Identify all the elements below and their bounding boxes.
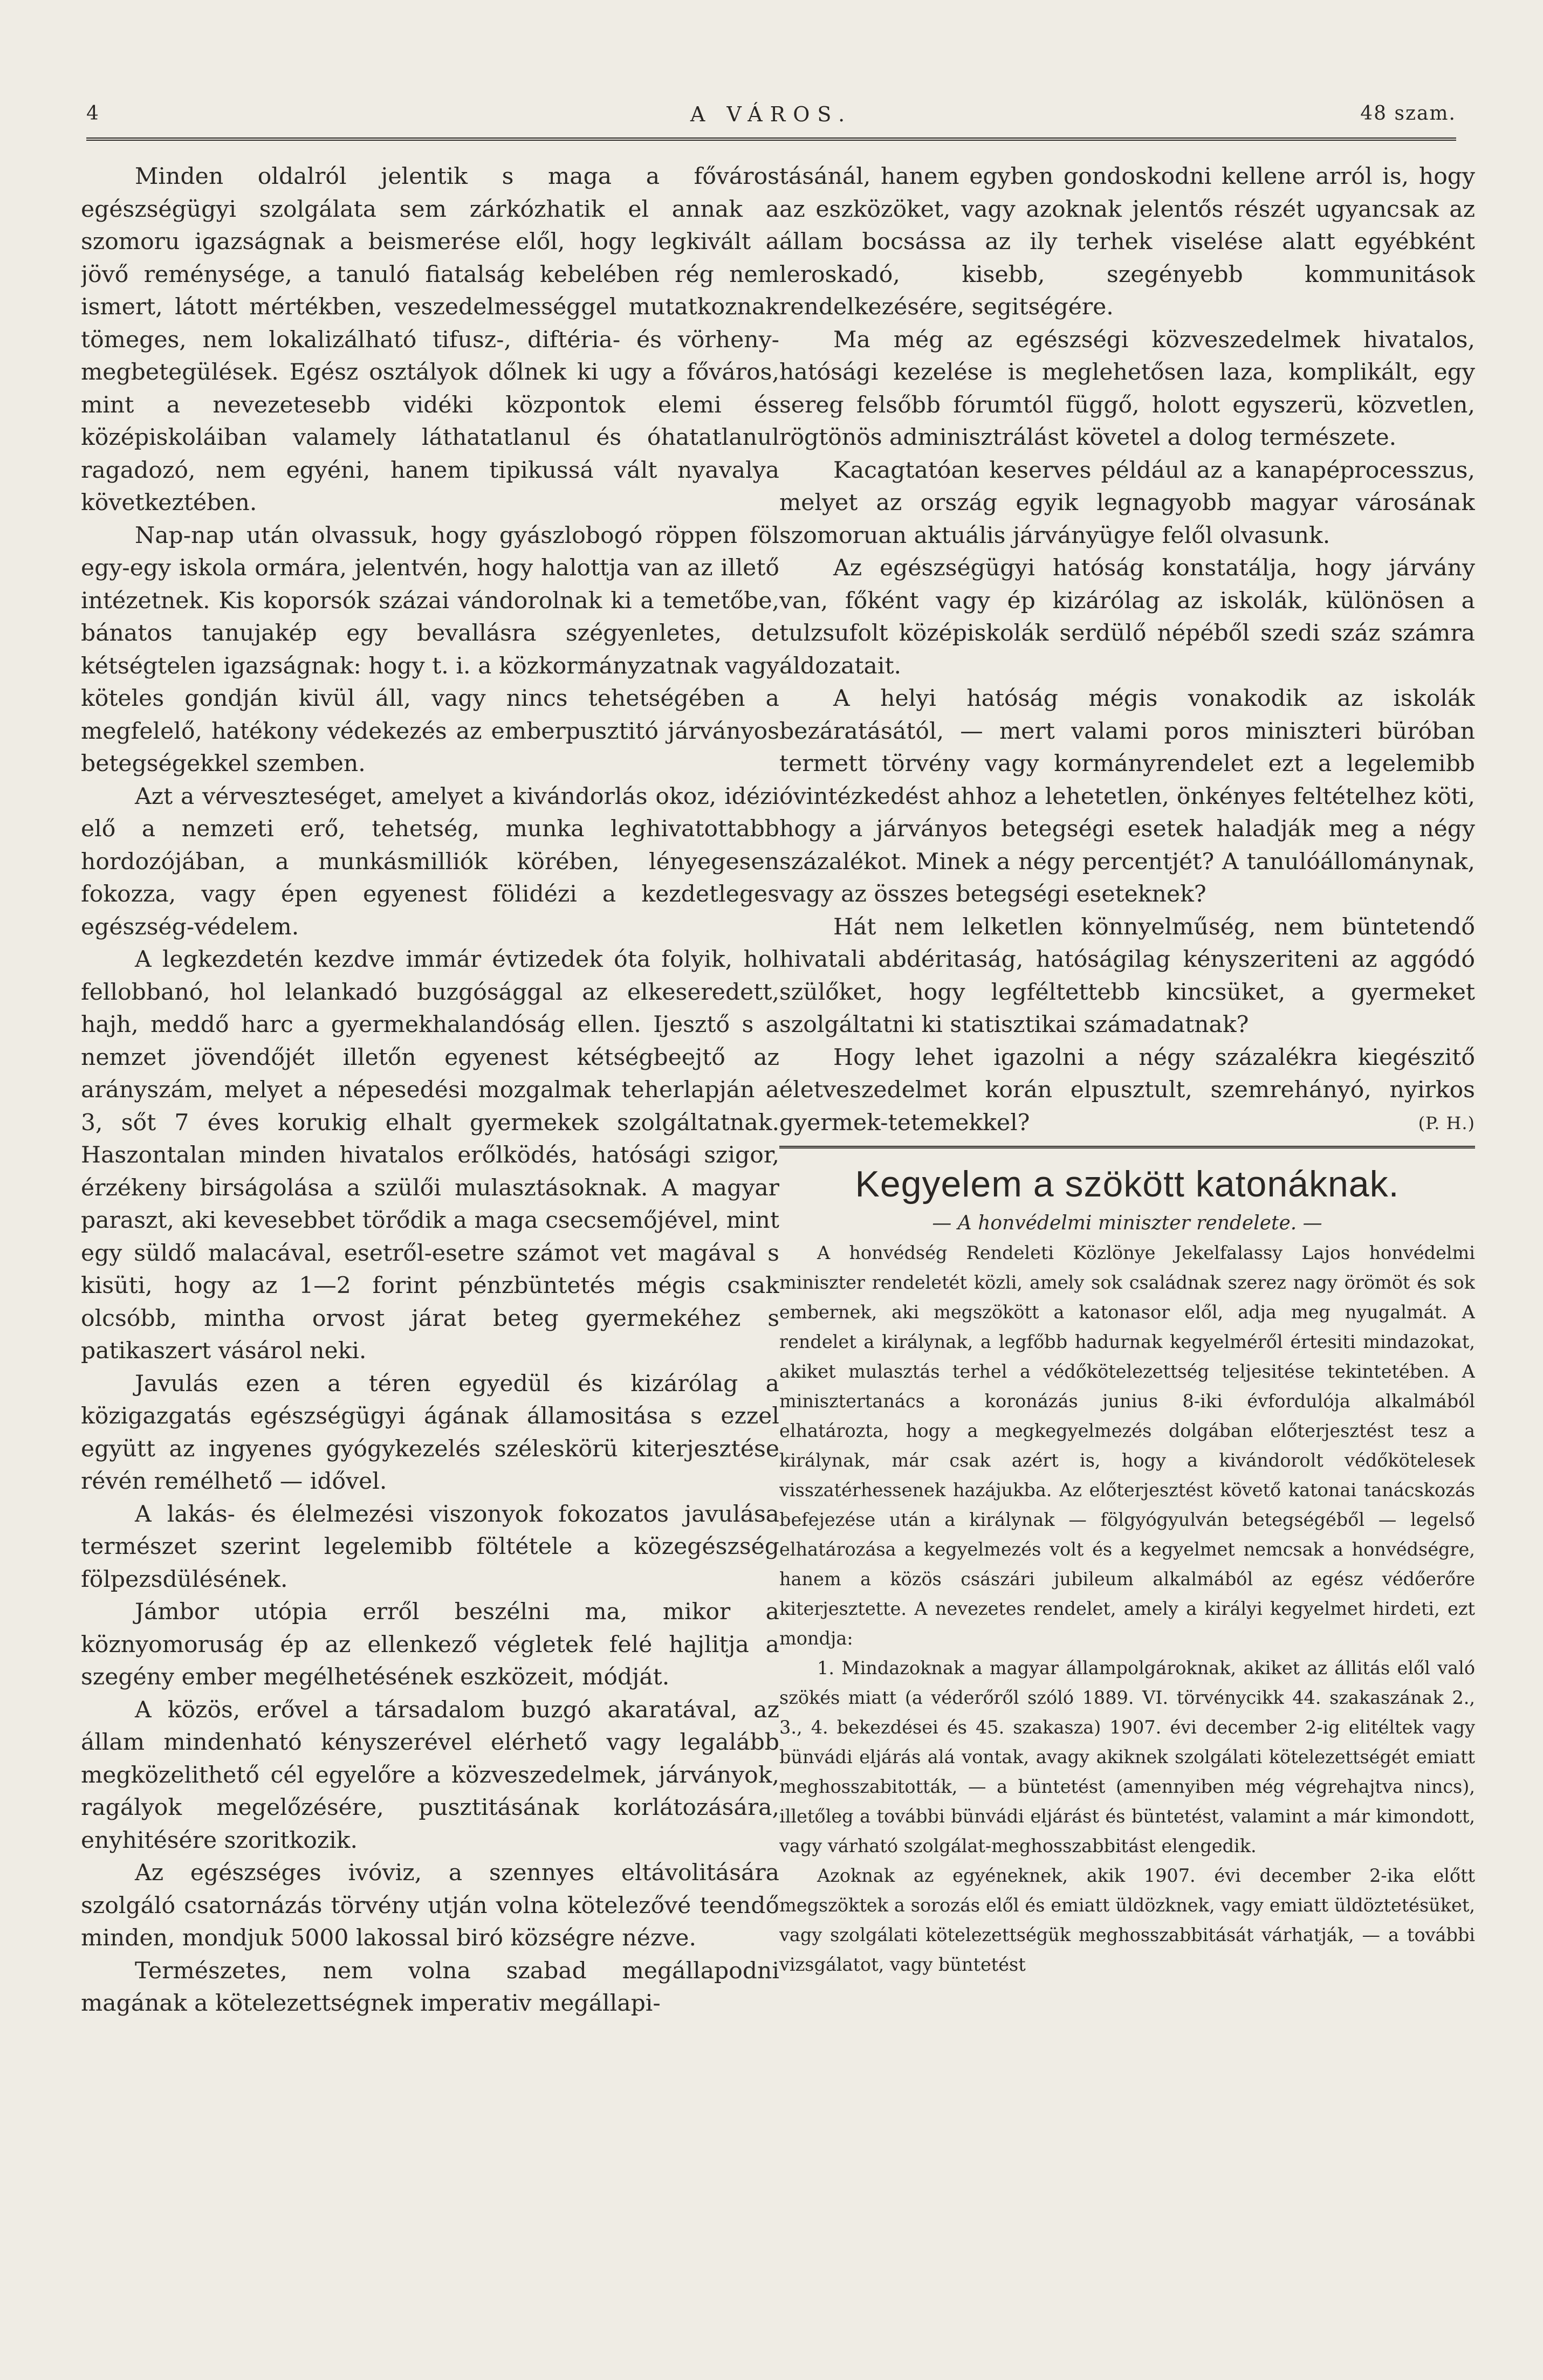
right-paragraph: Kacagtatóan keserves például az a kanapéprocesszus, melyet az ország egyik legnagyobb magyar városának szomoruan aktuális járványügye felől olvasunk. — [779, 457, 1475, 549]
right-paragraph: Az egészségügyi hatóság konstatálja, hogy járvány van, főként vagy ép kizárólag az iskolák, különösen a tulzsufolt középiskolák serdülő népéből szedi száz számra áldozatait. — [779, 555, 1475, 679]
author-signature: (P. H.) — [1418, 1112, 1475, 1133]
article-subtitle: — A honvédelmi miniszter rendelete. — — [932, 1212, 1322, 1234]
left-paragraph: Jámbor utópia erről beszélni ma, mikor a köznyomoruság ép az ellenkező végletek felé hajlitja a szegény ember megélhetésének eszközeit, módját. — [81, 1599, 779, 1690]
left-paragraph: Javulás ezen a téren egyedül és kizárólag a közigazgatás egészségügyi ágának államositása s ezzel együtt az ingyenes gyógykezelés széleskörü kiterjesztése révén remélhető — idővel. — [81, 1370, 779, 1495]
left-paragraph: Természetes, nem volna szabad megállapodni magának a kötelezettségnek imperativ megállapi- — [81, 1957, 779, 2017]
left-paragraph: A legkezdetén kezdve immár évtizedek óta folyik, hol fellobbanó, hol lelankadó buzgósággal az elkeseredett, hajh, meddő harc a gyermekhalandóság ellen. Ijesztő s a nemzet jövendőjét illetőn egyenest kétségbeejtő az arányszám, melyet a népesedési mozgalmak teherlapján a 3, sőt 7 éves korukig elhalt gyermekek szolgáltatnak. Haszontalan minden hivatalos erőlködés, hatósági szigor, érzékeny birságolása a szülői mulasztásoknak. A magyar paraszt, aki kevesebbet törődik a maga csecsemőjével, mint egy süldő malacával, esetről-esetre számot vet magával s kisüti, hogy az 1—2 forint pénzbüntetés mégis csak olcsóbb, mintha orvost járat beteg gyermekéhez s patikaszert vásárol neki. — [81, 946, 779, 1364]
article-paragraph: 1. Mindazoknak a magyar állampolgároknak, akiket az állitás elől való szökés miatt (a véderőről szóló 1889. VI. törvénycikk 44. szakaszának 2., 3., 4. bekezdései és 45. szakasza) 1907. évi december 2-ig elitéltek vagy bünvádi eljárás alá vontak, avagy akiknek szolgálati kötelezettségét emiatt meghosszabitották, — a büntetést (amennyiben még végrehajtva nincs), illetőleg a további bünvádi eljárást és büntetést, valamint a már kimondott, vagy várható szolgálat-meghosszabbitást elengedik. — [779, 1657, 1475, 1856]
left-paragraph: Nap-nap után olvassuk, hogy gyászlobogó röppen föl egy-egy iskola ormára, jelentvén, hogy halottja van az illető intézetnek. Kis koporsók százai vándorolnak ki a temetőbe, bánatos tanujakép egy bevallásra szégyenletes, de kétségtelen igazságnak: hogy t. i. a közkormányzatnak vagy köteles gondján kivül áll, vagy nincs tehetségében a megfelelő, hatékony védekezés az emberpusztitó járványos betegségekkel szemben. — [81, 522, 779, 777]
page-number: 4 — [86, 102, 100, 125]
article-end-rule — [779, 1146, 1475, 1148]
journal-title: A VÁROS. — [690, 102, 853, 126]
left-paragraph: Minden oldalról jelentik s maga a főváros egészségügyi szolgálata sem zárkózhatik el annak a szomoru igazságnak a beismerése elől, hogy legkivált a jövő reménysége, a tanuló fiatalság kebelében rég nem ismert, látott mértékben, veszedelmességgel mutatkoznak tömeges, nem lokalizálható tifusz-, diftéria- és vörheny-megbetegülések. Egész osztályok dőlnek ki ugy a főváros, mint a nevezetesebb vidéki központok elemi és középiskoláiban valamely láthatatlanul és óhatatlanul ragadozó, nem egyéni, hanem tipikussá vált nyavalya következtében. — [81, 163, 779, 516]
right-paragraph-last — [779, 1042, 1475, 1140]
left-paragraph: A lakás- és élelmezési viszonyok fokozatos javulása természet szerint legelemibb föltétele a közegészség fölpezsdülésének. — [81, 1501, 779, 1593]
left-column — [81, 161, 779, 2339]
page-header — [86, 102, 1456, 135]
left-paragraph: A közös, erővel a társadalom buzgó akaratával, az állam mindenható kényszerével elérhető vagy legalább megközelithető cél egyelőre a közveszedelmek, járványok, ragályok megelőzésére, pusztitásának korlátozására, enyhitésére szoritkozik. — [81, 1696, 779, 1854]
right-paragraph: Hát nem lelketlen könnyelműség, nem büntetendő hivatali abdéritaság, hatóságilag kényszeriteni az aggódó szülőket, hogy legféltettebb kincsüket, a gyermeket szolgáltatni ki statisztikai számadatnak? — [779, 913, 1475, 1038]
article-title: Kegyelem a szökött katonáknak. — [855, 1164, 1400, 1205]
right-paragraph: tásánál, hanem egyben gondoskodni kellene arról is, hogy az eszközöket, vagy azoknak jelentős részét ugyancsak az állam bocsássa az ily terhek viselése alatt egyébként leroskadó, kisebb, szegényebb kommunitások rendelkezésére, segitségére. — [779, 163, 1475, 320]
issue-number: 48 szam. — [1360, 102, 1456, 125]
right-paragraph-text: Hogy lehet igazolni a négy százalékra kiegészitő életveszedelmet korán elpusztult, szemrehányó, nyirkos gyermek-tetemekkel? — [779, 1044, 1475, 1136]
article-paragraph: A honvédség Rendeleti Közlönye Jekelfalassy Lajos honvédelmi miniszter rendeletét közli, amely sok családnak szerez nagy örömöt és sok embernek, aki megszökött a katonasor elől, adja meg nyugalmát. A rendelet a királynak, a legfőbb hadurnak kegyelméről értesiti mindazokat, akiket mulasztás terhel a védőkötelezettség teljesitése tekintetében. A minisztertanács a koronázás junius 8-iki évfordulója alkalmából elhatározta, hogy a megkegyelmezés dolgában előterjesztést tesz a királynak, már csak azért is, hogy a kivándorolt védőkötelesek visszatérhessenek hazájukba. Az előterjesztést követő katonai tanácskozás befejezése után a királynak — fölgyógyulván betegségéből — legelső elhatározása a kegyelmezés volt és a kegyelmet nemcsak a honvédségre, hanem a közös császári jubileum alkalmából az egész védőerőre kiterjesztette. A nevezetes rendelet, amely a királyi kegyelmet hirdeti, ezt mondja: — [779, 1242, 1475, 1649]
article-body — [779, 1238, 1475, 1979]
right-column — [779, 161, 1475, 2339]
left-paragraph: Az egészséges ivóviz, a szennyes eltávolitására szolgáló csatornázás törvény utján volna kötelezővé teendő minden, mondjuk 5000 lakossal biró községre nézve. — [81, 1860, 779, 1951]
right-paragraph: A helyi hatóság mégis vonakodik az iskolák bezáratásától, — mert valami poros miniszteri büróban termett törvény vagy kormányrendelet ezt a legelemibb óvintézkedést ahhoz a lehetetlen, önkényes feltételhez köti, hogy a járványos betegségi esetek haladják meg a négy százalékot. Minek a négy percentjét? A tanulóállománynak, vagy az összes betegségi eseteknek? — [779, 685, 1475, 907]
header-rule — [86, 137, 1456, 141]
left-paragraph: Azt a vérveszteséget, amelyet a kivándorlás okoz, idézi elő a nemzeti erő, tehetség, munka leghivatottabb hordozójában, a munkásmilliók körében, lényegesen fokozza, vagy épen egyenest fölidézi a kezdetleges egészség-védelem. — [81, 783, 779, 940]
article-paragraph: Azoknak az egyéneknek, akik 1907. évi december 2-ika előtt megszöktek a sorozás elől és emiatt üldözknek, vagy emiatt üldöztetésüket, vagy szolgálati kötelezettségük meghosszabbitását várhatják, — a további vizsgálatot, vagy büntetést — [779, 1865, 1475, 1975]
right-paragraph: Ma még az egészségi közveszedelmek hivatalos, hatósági kezelése is meglehetősen laza, komplikált, egy sereg felsőbb fórumtól függő, holott egyszerü, közvetlen, rögtönös adminisztrálást követel a dolog természete. — [779, 326, 1475, 451]
